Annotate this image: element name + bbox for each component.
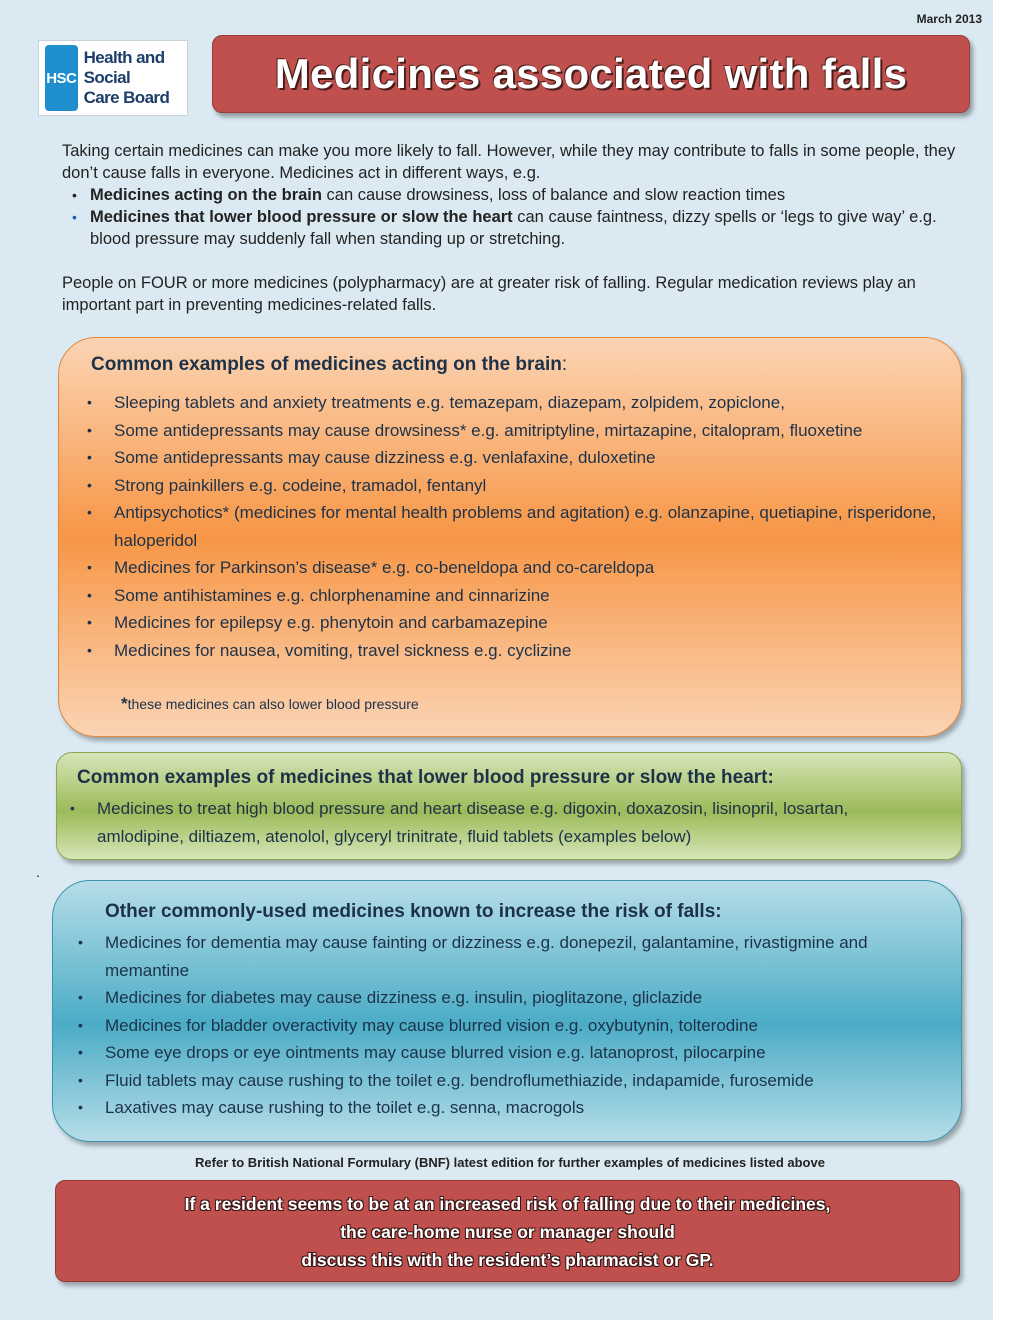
list-item: • Antipsychotics* (medicines for mental health problems and agitation) e.g. olanzapine, quetiapine, risperidone, haloperidol — [59, 499, 939, 554]
callout-line-2: the care-home nurse or manager should — [340, 1222, 675, 1242]
brain-medicines-heading: Common examples of medicines acting on the brain: — [91, 354, 568, 375]
right-margin-strip — [993, 0, 1020, 1320]
other-medicines-list — [50, 929, 930, 1122]
intro-paragraph: Taking certain medicines can make you more likely to fall. However, while they may contribute to falls in some people, they don’t cause falls in everyone. Medicines act in different ways, e.g. — [62, 142, 956, 182]
list-item: • Strong painkillers e.g. codeine, tramadol, fentanyl — [59, 472, 939, 500]
logo-text-line-1: Health and Social — [83, 48, 165, 87]
list-item: • Medicines for diabetes may cause dizziness e.g. insulin, pioglitazone, gliclazide — [50, 984, 930, 1012]
page-title: Medicines associated with falls — [274, 50, 908, 97]
list-item: • Some antihistamines e.g. chlorphenamine and cinnarizine — [59, 582, 939, 610]
callout-line-1: If a resident seems to be at an increased risk of falling due to their medicines, — [184, 1194, 831, 1214]
list-item: • Medicines for nausea, vomiting, travel sickness e.g. cyclizine — [59, 637, 939, 665]
heart-medicines-list — [42, 795, 922, 850]
intro-bullet-brain-bold: Medicines acting on the brain — [90, 186, 322, 204]
bnf-reference-note: Refer to British National Formulary (BNF) latest edition for further examples of medicines listed above — [195, 1155, 825, 1170]
action-callout-text — [56, 1181, 959, 1274]
list-item: • Fluid tablets may cause rushing to the toilet e.g. bendroflumethiazide, indapamide, furosemide — [50, 1067, 930, 1095]
hsc-logo — [38, 40, 188, 116]
stray-dot: . — [36, 864, 40, 880]
list-item: • Some antidepressants may cause dizziness e.g. venlafaxine, duloxetine — [59, 444, 939, 472]
list-item: • Medicines for Parkinson’s disease* e.g. co-beneldopa and co-careldopa — [59, 554, 939, 582]
action-callout-box — [55, 1180, 960, 1282]
intro-bullet-brain-text: can cause drowsiness, loss of balance and slow reaction times — [321, 186, 786, 204]
list-item: • Some antidepressants may cause drowsiness* e.g. amitriptyline, mirtazapine, citalopram, fluoxetine — [59, 417, 939, 445]
brain-medicines-box — [58, 337, 962, 737]
list-item: • Medicines to treat high blood pressure and heart disease e.g. digoxin, doxazosin, lisinopril, losartan, amlodipine, diltiazem, atenolol, glyceryl trinitrate, fluid tablets (examples below) — [42, 795, 922, 850]
list-item: • Some eye drops or eye ointments may cause blurred vision e.g. latanoprost, pilocarpine — [50, 1039, 930, 1067]
intro-bullet-heart-text: can cause faintness, dizzy spells or ‘legs to give way’ e.g. blood pressure may suddenly fall when standing up or stretching. — [90, 208, 937, 248]
heart-medicines-box — [56, 752, 962, 860]
logo-text-line-2: Care Board — [83, 88, 170, 107]
intro-bullet-heart — [62, 206, 972, 250]
list-item: • Medicines for bladder overactivity may cause blurred vision e.g. oxybutynin, tolterodine — [50, 1012, 930, 1040]
list-item: • Laxatives may cause rushing to the toilet e.g. senna, macrogols — [50, 1094, 930, 1122]
footnote-blood-pressure: *these medicines can also lower blood pressure — [121, 694, 419, 713]
intro-bullet-brain — [62, 184, 972, 206]
logo-text — [84, 48, 181, 108]
list-item: • Sleeping tablets and anxiety treatments e.g. temazepam, diazepam, zolpidem, zopiclone, — [59, 389, 939, 417]
callout-line-3: discuss this with the resident’s pharmacist or GP. — [301, 1250, 714, 1270]
heart-medicines-heading: Common examples of medicines that lower blood pressure or slow the heart: — [77, 767, 774, 788]
publication-date: March 2013 — [916, 12, 982, 26]
list-item: • Medicines for dementia may cause fainting or dizziness e.g. donepezil, galantamine, rivastigmine and memantine — [50, 929, 930, 984]
polypharmacy-paragraph: People on FOUR or more medicines (polypharmacy) are at greater risk of falling. Regular medication reviews play an important part in preventing medicines-related falls. — [62, 274, 916, 314]
other-medicines-heading: Other commonly-used medicines known to increase the risk of falls: — [105, 901, 722, 922]
brain-medicines-list — [59, 389, 939, 664]
title-banner — [212, 35, 970, 113]
other-medicines-box — [52, 880, 962, 1142]
intro-section — [62, 140, 972, 316]
logo-mark: HSC — [45, 45, 78, 111]
intro-list — [62, 184, 972, 250]
intro-bullet-heart-bold: Medicines that lower blood pressure or slow the heart — [90, 208, 513, 226]
list-item: • Medicines for epilepsy e.g. phenytoin and carbamazepine — [59, 609, 939, 637]
